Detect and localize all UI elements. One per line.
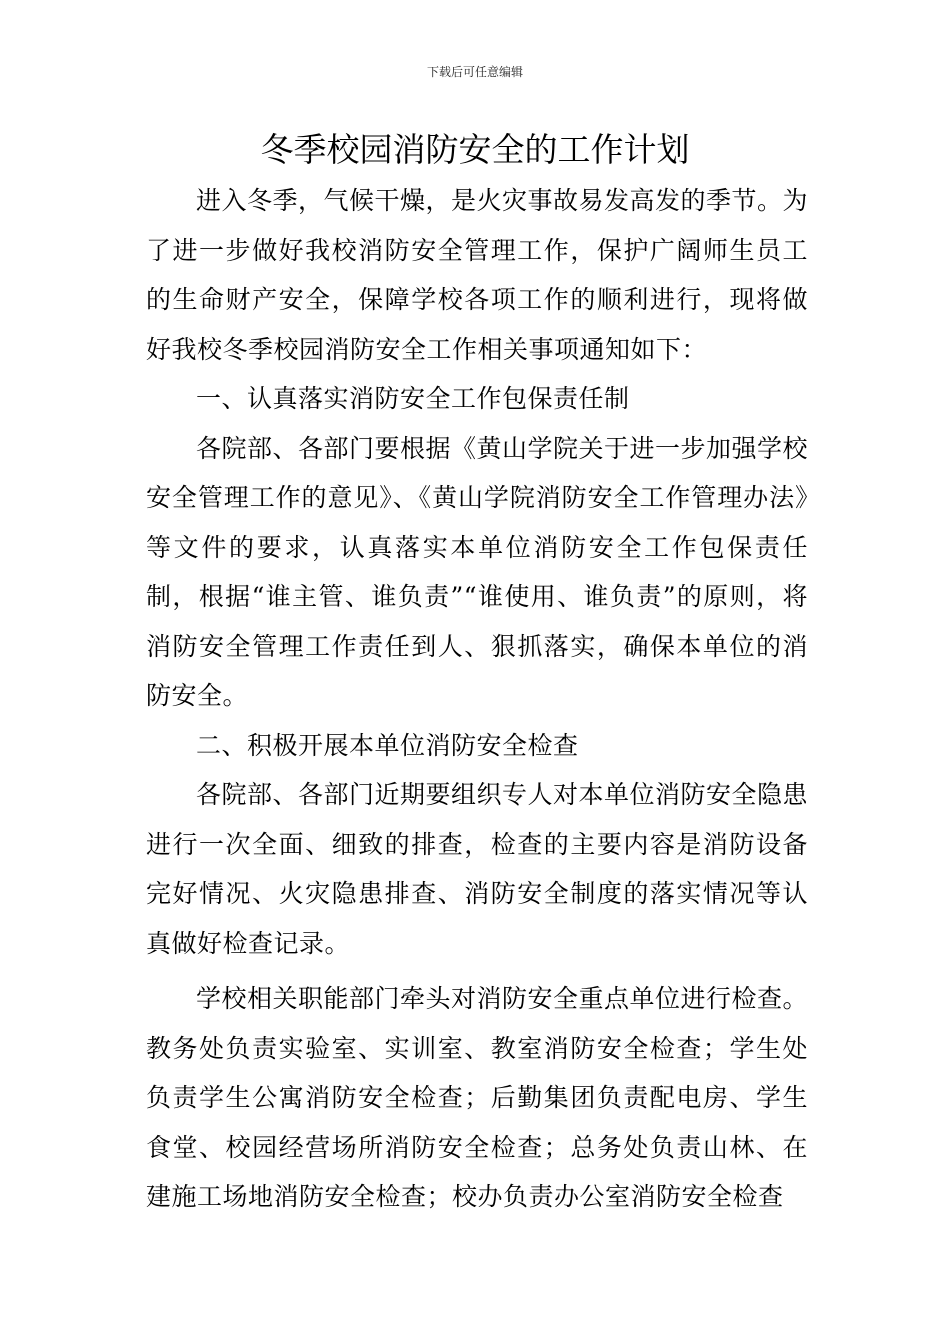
paragraph-section-1: 各院部、各部门要根据《黄山学院关于进一步加强学校安全管理工作的意见》、《黄山学院消防安全工作管理办法》等文件的要求，认真落实本单位消防安全工作包保责任制，根据“谁主管、谁负责”“谁使用、谁负责”的原则，将消防安全管理工作责任到人、狠抓落实，确保本单位的消防安全。 [146,433,809,710]
header-note: 下载后可任意编辑 [426,65,523,79]
paragraph-section-2: 各院部、各部门近期要组织专人对本单位消防安全隐患进行一次全面、细致的排查，检查的主要内容是消防设备完好情况、火灾隐患排查、消防安全制度的落实情况等认真做好检查记录。 [146,780,809,958]
section-heading-2: 二、积极开展本单位消防安全检查 [196,730,579,760]
paragraph-intro: 进入冬季，气候干燥，是火灾事故易发高发的季节。为了进一步做好我校消防安全管理工作，保护广阔师生员工的生命财产安全，保障学校各项工作的顺利进行，现将做好我校冬季校园消防安全工作相关事项通知如下： [146,186,809,364]
document-title: 冬季校园消防安全的工作计划 [260,130,690,169]
document-body [146,176,808,1222]
paragraph-section-2-detail: 学校相关职能部门牵头对消防安全重点单位进行检查。教务处负责实验室、实训室、教室消防安全检查；学生处负责学生公寓消防安全检查；后勤集团负责配电房、学生食堂、校园经营场所消防安全检查；总务处负责山林、在建施工场地消防安全检查；校办负责办公室消防安全检查 [146,984,809,1211]
section-heading-1: 一、认真落实消防安全工作包保责任制 [196,384,630,413]
